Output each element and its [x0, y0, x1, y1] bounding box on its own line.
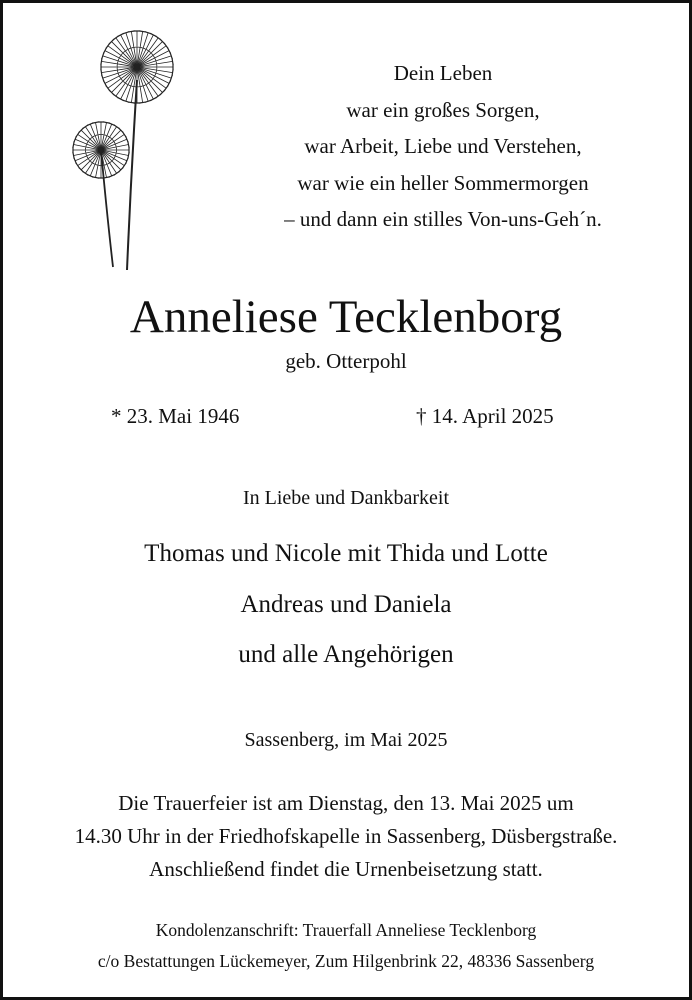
- place-date: Sassenberg, im Mai 2025: [244, 729, 448, 751]
- mourners-list: [3, 529, 689, 681]
- maiden-name: geb. Otterpohl: [285, 349, 407, 373]
- service-line: 14.30 Uhr in der Friedhofskapelle in Sassenberg, Düsbergstraße.: [74, 824, 618, 848]
- poem: [233, 55, 653, 238]
- condolence-line: Kondolenzanschrift: Trauerfall Anneliese Tecklenborg: [155, 920, 537, 940]
- condolence-address: [3, 915, 689, 977]
- poem-line: war wie ein heller Sommermorgen: [297, 170, 589, 195]
- service-line: Anschließend findet die Urnenbeisetzung statt.: [149, 857, 543, 881]
- poem-line: war Arbeit, Liebe und Verstehen,: [304, 134, 582, 158]
- dandelion-illustration: [61, 25, 181, 273]
- mourners-intro: In Liebe und Dankbarkeit: [242, 487, 450, 509]
- poem-line: war ein großes Sorgen,: [346, 97, 540, 122]
- service-line: Die Trauerfeier ist am Dienstag, den 13. Mai 2025 um: [118, 791, 574, 815]
- deceased-name: Anneliese Tecklenborg: [129, 291, 563, 343]
- poem-line: – und dann ein stilles Von-uns-Geh´n.: [284, 207, 602, 231]
- death-date: † 14. April 2025: [416, 404, 554, 428]
- mourner-line: Thomas und Nicole mit Thida und Lotte: [144, 540, 548, 567]
- poem-line: Dein Leben: [393, 61, 493, 85]
- funeral-service-info: [3, 787, 689, 886]
- mourner-line: und alle Angehörigen: [238, 641, 454, 668]
- condolence-line: c/o Bestattungen Lückemeyer, Zum Hilgenbrink 22, 48336 Sassenberg: [97, 951, 595, 971]
- birth-date: * 23. Mai 1946: [111, 404, 240, 428]
- mourner-line: Andreas und Daniela: [240, 590, 452, 618]
